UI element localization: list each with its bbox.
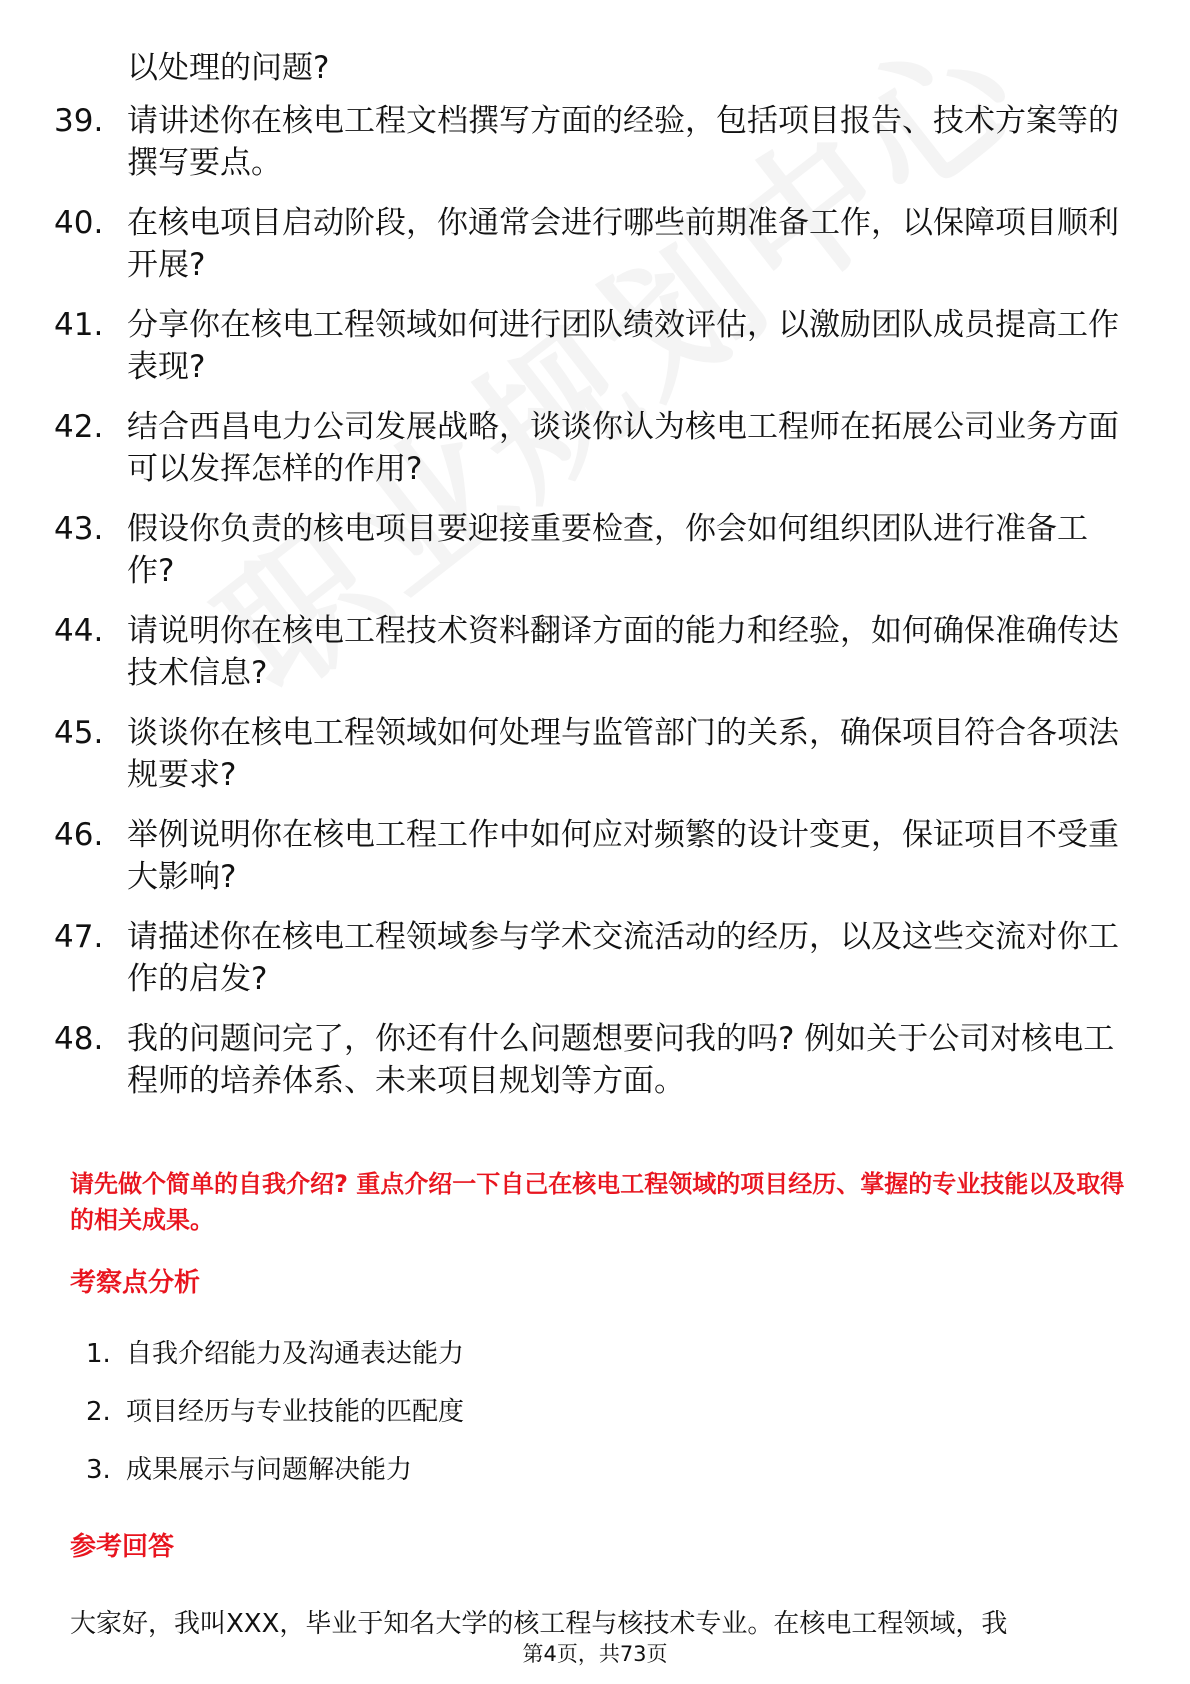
list-item [54, 712, 1144, 796]
list-item [54, 406, 1144, 490]
question-text: 请讲述你在核电工程文档撰写方面的经验，包括项目报告、技术方案等的撰写要点。 [127, 103, 1119, 181]
answer-title: 参考回答 [70, 1532, 175, 1562]
question-number: 44. [54, 613, 104, 649]
list-item [54, 916, 1144, 1000]
question-text: 请说明你在核电工程技术资料翻译方面的能力和经验，如何确保准确传达技术信息? [127, 613, 1119, 691]
question-number: 41. [54, 307, 104, 343]
list-item [54, 610, 1144, 694]
page-footer: 第4页，共73页 [522, 1642, 668, 1666]
question-text: 假设你负责的核电项目要迎接重要检查，你会如何组织团队进行准备工作? [127, 511, 1088, 589]
question-text: 我的问题问完了，你还有什么问题想要问我的吗? 例如关于公司对核电工程师的培养体系、未来项目规划等方面。 [127, 1021, 1115, 1099]
question-text: 在核电项目启动阶段，你通常会进行哪些前期准备工作，以保障项目顺利开展? [127, 205, 1119, 283]
continuation-text: 以处理的问题? [127, 50, 330, 86]
question-number: 46. [54, 817, 104, 853]
point-text: 自我介绍能力及沟通表达能力 [126, 1339, 465, 1369]
highlight-question: 请先做个简单的自我介绍? 重点介绍一下自己在核电工程领域的项目经历、掌握的专业技能以及取得的相关成果。 [70, 1170, 1125, 1234]
point-number: 1. [86, 1339, 111, 1369]
answer-text: 大家好，我叫XXX，毕业于知名大学的核工程与核技术专业。在核电工程领域，我 [70, 1609, 1008, 1639]
point-text: 成果展示与问题解决能力 [126, 1455, 413, 1485]
list-item [54, 100, 1144, 184]
list-item [86, 1453, 986, 1511]
question-number: 43. [54, 511, 104, 547]
list-item [54, 508, 1144, 592]
question-number: 48. [54, 1021, 104, 1057]
point-number: 2. [86, 1397, 111, 1427]
point-text: 项目经历与专业技能的匹配度 [126, 1397, 465, 1427]
point-number: 3. [86, 1455, 111, 1485]
question-number: 39. [54, 103, 104, 139]
list-item [54, 202, 1144, 286]
list-item [54, 1018, 1144, 1102]
question-text: 分享你在核电工程领域如何进行团队绩效评估，以激励团队成员提高工作表现? [127, 307, 1119, 385]
question-text: 谈谈你在核电工程领域如何处理与监管部门的关系，确保项目符合各项法规要求? [127, 715, 1119, 793]
question-number: 40. [54, 205, 104, 241]
question-list [54, 100, 1144, 1120]
question-text: 请描述你在核电工程领域参与学术交流活动的经历，以及这些交流对你工作的启发? [127, 919, 1119, 997]
question-text: 结合西昌电力公司发展战略，谈谈你认为核电工程师在拓展公司业务方面可以发挥怎样的作用? [127, 409, 1119, 487]
list-item [86, 1395, 986, 1453]
question-number: 47. [54, 919, 104, 955]
analysis-title: 考察点分析 [70, 1268, 201, 1298]
list-item [54, 304, 1144, 388]
list-item [54, 814, 1144, 898]
list-item [86, 1337, 986, 1395]
analysis-list [86, 1337, 986, 1511]
question-number: 45. [54, 715, 104, 751]
question-number: 42. [54, 409, 104, 445]
question-text: 举例说明你在核电工程工作中如何应对频繁的设计变更，保证项目不受重大影响? [127, 817, 1119, 895]
